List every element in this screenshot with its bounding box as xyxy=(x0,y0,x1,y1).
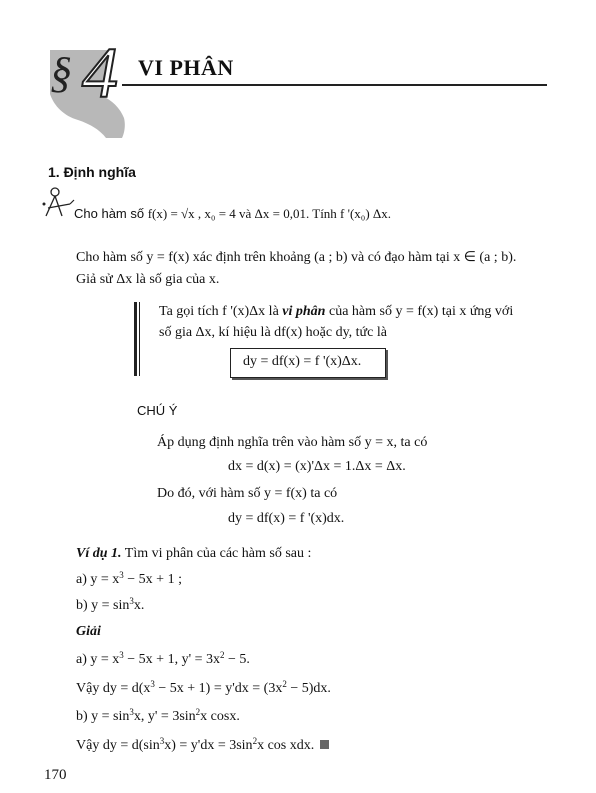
text: Vậy dy = d(sin xyxy=(76,738,160,753)
title-underline xyxy=(122,84,547,86)
solution-a-line-2 xyxy=(76,680,331,698)
solution-b-line-2 xyxy=(76,737,329,755)
section-heading: 1. Định nghĩa xyxy=(48,164,136,180)
solution-b-line-1 xyxy=(76,708,240,726)
note-line-2: dx = d(x) = (x)'Δx = 1.Δx = Δx. xyxy=(228,459,406,474)
page-number: 170 xyxy=(44,767,67,783)
definition-term: vi phân xyxy=(282,304,326,319)
section-symbol: § xyxy=(50,48,72,97)
solution-a-line-1 xyxy=(76,651,250,669)
definition-line-1 xyxy=(159,303,513,321)
definition-formula: dy = df(x) = f '(x)Δx. xyxy=(243,354,362,369)
intro-line-2: Giả sử Δx là số gia của x. xyxy=(76,272,220,287)
exponent: 3 xyxy=(159,736,165,746)
example-item-a xyxy=(76,571,182,589)
definition-bar-right xyxy=(139,302,140,376)
activity-formula: f(x) = √x , x₀ = 4 và Δx = 0,01. Tính f '(x₀) Δx. xyxy=(147,206,392,221)
exponent: 3 xyxy=(129,707,134,717)
text: − 5x + 1 ; xyxy=(123,572,182,587)
activity-text xyxy=(74,205,391,223)
definition-line-2: số gia Δx, kí hiệu là df(x) hoặc dy, tức là xyxy=(159,325,387,340)
note-line-3: Do đó, với hàm số y = f(x) ta có xyxy=(157,486,338,501)
text: − 5. xyxy=(224,652,250,667)
solution-label-text: Giải xyxy=(76,624,101,639)
exponent: 3 xyxy=(129,596,134,606)
activity-lead: Cho hàm số xyxy=(74,206,148,221)
end-of-proof-icon xyxy=(320,740,329,749)
text: − 5x + 1) = y'dx = (3x xyxy=(154,681,283,696)
text: x cosx. xyxy=(200,709,240,724)
exponent: 3 xyxy=(119,650,124,660)
text: b) y = sin xyxy=(76,598,130,613)
definition-bar-left xyxy=(134,302,137,376)
exponent: 2 xyxy=(252,736,258,746)
note-line-1: Áp dụng định nghĩa trên vào hàm số y = x, ta có xyxy=(157,435,428,450)
exponent: 3 xyxy=(119,570,124,580)
note-label: CHÚ Ý xyxy=(137,403,178,418)
exponent: 2 xyxy=(220,650,225,660)
exponent: 3 xyxy=(150,679,155,689)
text: x, y' = 3sin xyxy=(133,709,196,724)
text: Vậy dy = d(x xyxy=(76,681,151,696)
exponent: 2 xyxy=(282,679,287,689)
example-prompt: Tìm vi phân của các hàm số sau : xyxy=(121,546,312,561)
text: x) = y'dx = 3sin xyxy=(164,738,253,753)
solution-label xyxy=(76,623,101,641)
exponent: 2 xyxy=(195,707,201,717)
section-number: 4 xyxy=(82,33,118,113)
definition-post: của hàm số y = f(x) tại x ứng với xyxy=(325,304,514,319)
example-item-b xyxy=(76,597,144,615)
note-line-4: dy = df(x) = f '(x)dx. xyxy=(228,511,345,526)
text: − 5)dx. xyxy=(286,681,331,696)
text: b) y = sin xyxy=(76,709,130,724)
text: x cos xdx. xyxy=(257,738,315,753)
text: a) y = x xyxy=(76,652,120,667)
definition-pre: Ta gọi tích f '(x)Δx là xyxy=(159,304,283,319)
page-title: VI PHÂN xyxy=(138,55,234,80)
text: − 5x + 1, y' = 3x xyxy=(123,652,220,667)
text: x. xyxy=(133,598,145,613)
text: a) y = x xyxy=(76,572,120,587)
compass-figure-icon xyxy=(40,186,76,218)
example-heading xyxy=(76,545,311,563)
example-label: Ví dụ 1. xyxy=(76,546,122,561)
intro-line-1: Cho hàm số y = f(x) xác định trên khoảng (a ; b) và có đạo hàm tại x ∈ (a ; b). xyxy=(76,250,517,265)
